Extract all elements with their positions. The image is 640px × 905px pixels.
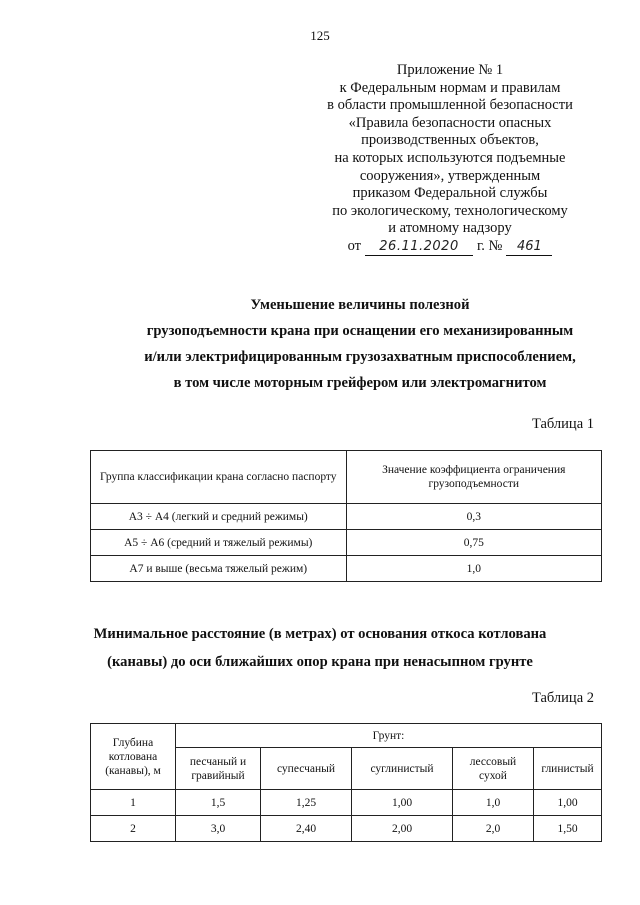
table-cell: 0,3 [346, 504, 602, 530]
appendix-line: по экологическому, технологическому [332, 202, 568, 219]
header-soil-type: лессовый сухой [453, 748, 534, 790]
table-cell: 1,00 [352, 790, 453, 816]
title-line: (канавы) до оси ближайших опор крана при ненасыпном грунте [107, 654, 533, 670]
header-classification-group: Группа классификации крана согласно паспорту [91, 451, 347, 504]
table-cell: 1,0 [346, 556, 602, 582]
title-line: Минимальное расстояние (в метрах) от основания откоса котлована [93, 626, 547, 642]
table-cell: 1 [91, 790, 176, 816]
header-soil: Грунт: [176, 724, 602, 748]
title-line: Уменьшение величины полезной [250, 297, 470, 313]
title-line: грузоподъемности крана при оснащении его механизированным [146, 323, 574, 339]
table-cell: 0,75 [346, 530, 602, 556]
appendix-line: к Федеральным нормам и правилам [339, 79, 561, 96]
table-row [91, 530, 602, 556]
title-line: и/или электрифицированным грузозахватным приспособлением, [144, 349, 576, 365]
page-number: 125 [310, 28, 330, 43]
appendix-line: в области промышленной безопасности [327, 97, 573, 114]
header-soil-type: глинистый [534, 748, 602, 790]
year-number-label: г. № [477, 237, 503, 254]
table-cell: А7 и выше (весьма тяжелый режим) [91, 556, 347, 582]
table-header-row [91, 451, 602, 504]
table-cell: 2,0 [453, 816, 534, 842]
table-cell: А5 ÷ А6 (средний и тяжелый режимы) [91, 530, 347, 556]
appendix-line: Приложение № 1 [396, 62, 504, 78]
table-cell: 2 [91, 816, 176, 842]
table-cell: 1,50 [534, 816, 602, 842]
table-row [91, 790, 602, 816]
table-cell: 1,5 [176, 790, 261, 816]
table-cell: 1,25 [261, 790, 352, 816]
table-cell: 1,0 [453, 790, 534, 816]
header-soil-type: супесчаный [261, 748, 352, 790]
table-row [91, 556, 602, 582]
handwritten-order-number: 461 [506, 239, 552, 256]
appendix-line: «Правила безопасности опасных [348, 114, 552, 131]
order-signature-line [300, 238, 600, 256]
appendix-line: приказом Федеральной службы [352, 185, 548, 202]
appendix-line: на которых используются подъемные [334, 149, 566, 166]
table2-caption: Таблица 2 [531, 690, 594, 706]
table-cell: 3,0 [176, 816, 261, 842]
table-header-row [91, 724, 602, 748]
appendix-line: производственных объектов, [361, 132, 539, 149]
header-coefficient: Значение коэффициента ограничения грузоподъемности [346, 451, 602, 504]
table-cell: А3 ÷ А4 (легкий и средний режимы) [91, 504, 347, 530]
header-soil-type: суглинистый [352, 748, 453, 790]
table1-caption: Таблица 1 [531, 416, 594, 432]
section1-title [60, 292, 640, 396]
table-row [91, 816, 602, 842]
table-cell: 2,40 [261, 816, 352, 842]
appendix-line: сооружения», утвержденным [359, 167, 541, 184]
table-row [91, 504, 602, 530]
handwritten-date: 26.11.2020 [365, 239, 473, 256]
table-cell: 2,00 [352, 816, 453, 842]
section2-title [60, 620, 580, 676]
appendix-header [300, 62, 600, 256]
header-depth: Глубина котлована (канавы), м [91, 724, 176, 790]
appendix-line: и атомному надзору [388, 220, 512, 237]
table-cell: 1,00 [534, 790, 602, 816]
from-label: от [347, 237, 361, 254]
header-soil-type: песчаный и гравийный [176, 748, 261, 790]
table1-crane-capacity [90, 450, 602, 582]
table2-min-distance [90, 723, 602, 842]
title-line: в том числе моторным грейфером или электромагнитом [173, 375, 547, 391]
